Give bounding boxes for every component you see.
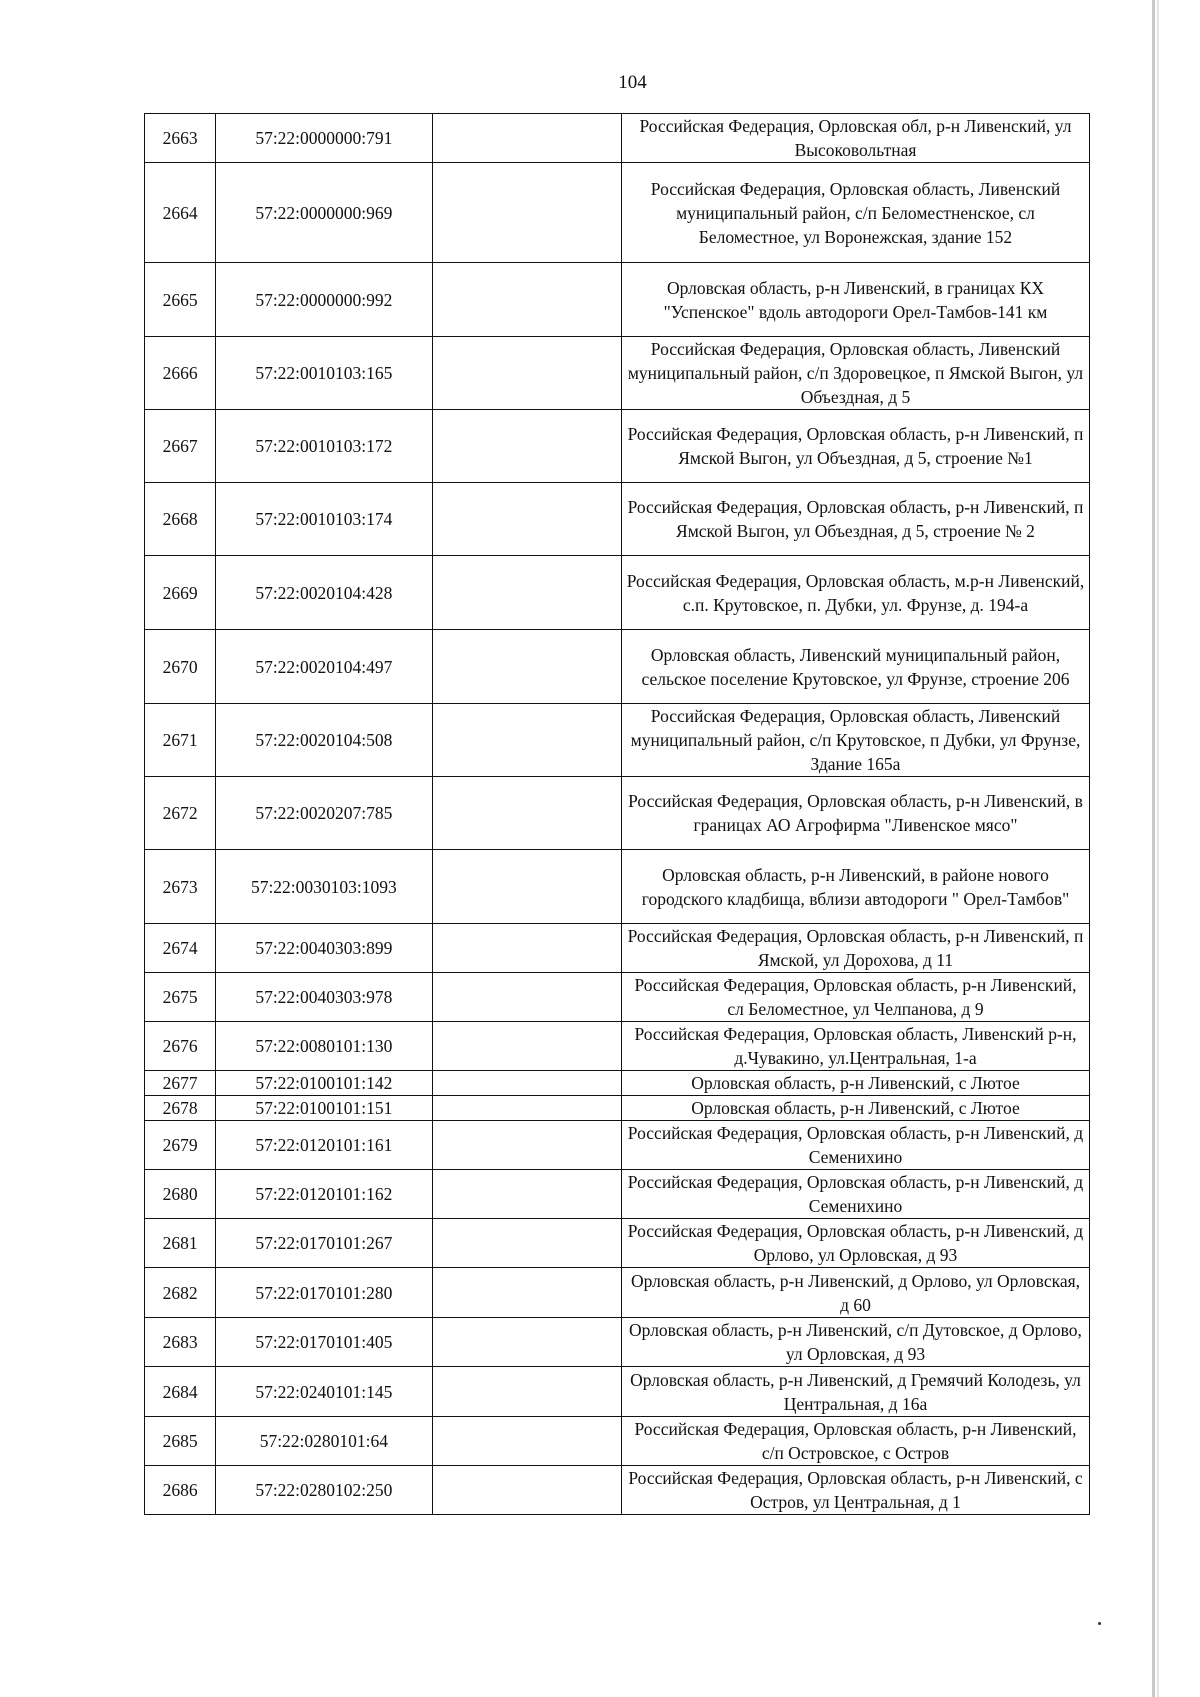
table-row	[145, 263, 1090, 337]
empty-cell	[432, 1170, 621, 1219]
empty-cell	[432, 973, 621, 1022]
empty-cell	[432, 163, 621, 263]
cadastral-number-cell: 57:22:0100101:151	[216, 1096, 432, 1121]
address-cell: Российская Федерация, Орловская область, р-н Ливенский, д Семенихино	[621, 1121, 1089, 1170]
row-number-cell: 2686	[145, 1466, 216, 1515]
address-cell: Российская Федерация, Орловская область, р-н Ливенский, д Семенихино	[621, 1170, 1089, 1219]
row-number-cell: 2675	[145, 973, 216, 1022]
address-cell: Орловская область, р-н Ливенский, в границах КХ "Успенское" вдоль автодороги Орел-Тамбов-141 км	[621, 263, 1089, 337]
empty-cell	[432, 704, 621, 777]
address-cell: Орловская область, р-н Ливенский, с Лютое	[621, 1096, 1089, 1121]
cadastral-number-cell: 57:22:0000000:992	[216, 263, 432, 337]
table-row	[145, 1071, 1090, 1096]
cadastral-number-cell: 57:22:0020104:428	[216, 556, 432, 630]
empty-cell	[432, 850, 621, 924]
empty-cell	[432, 1466, 621, 1515]
table-row	[145, 114, 1090, 163]
cadastral-number-cell: 57:22:0120101:162	[216, 1170, 432, 1219]
table-row	[145, 1268, 1090, 1318]
table-row	[145, 1096, 1090, 1121]
cadastral-number-cell: 57:22:0240101:145	[216, 1367, 432, 1417]
row-number-cell: 2680	[145, 1170, 216, 1219]
row-number-cell: 2682	[145, 1268, 216, 1318]
table-row	[145, 1219, 1090, 1268]
address-cell: Орловская область, р-н Ливенский, в районе нового городского кладбища, вблизи автодороги " Орел-Тамбов"	[621, 850, 1089, 924]
cadastral-number-cell: 57:22:0170101:267	[216, 1219, 432, 1268]
empty-cell	[432, 114, 621, 163]
row-number-cell: 2670	[145, 630, 216, 704]
address-cell: Российская Федерация, Орловская область, м.р-н Ливенский, с.п. Крутовское, п. Дубки, ул. Фрунзе, д. 194-а	[621, 556, 1089, 630]
address-cell: Российская Федерация, Орловская обл, р-н Ливенский, ул Высоковольтная	[621, 114, 1089, 163]
empty-cell	[432, 410, 621, 483]
cadastral-number-cell: 57:22:0010103:172	[216, 410, 432, 483]
table-row	[145, 1121, 1090, 1170]
address-cell: Российская Федерация, Орловская область, Ливенский муниципальный район, с/п Крутовское, п Дубки, ул Фрунзе, Здание 165а	[621, 704, 1089, 777]
empty-cell	[432, 1121, 621, 1170]
registry-table	[144, 113, 1090, 1515]
empty-cell	[432, 777, 621, 850]
address-cell: Орловская область, р-н Ливенский, с/п Дутовское, д Орлово, ул Орловская, д 93	[621, 1318, 1089, 1367]
empty-cell	[432, 1417, 621, 1466]
cadastral-number-cell: 57:22:0020207:785	[216, 777, 432, 850]
address-cell: Российская Федерация, Орловская область, Ливенский муниципальный район, с/п Здоровецкое, п Ямской Выгон, ул Объездная, д 5	[621, 337, 1089, 410]
table-row	[145, 924, 1090, 973]
cadastral-number-cell: 57:22:0040303:978	[216, 973, 432, 1022]
address-cell: Российская Федерация, Орловская область, р-н Ливенский, п Ямской, ул Дорохова, д 11	[621, 924, 1089, 973]
address-cell: Российская Федерация, Орловская область, р-н Ливенский, сл Беломестное, ул Челпанова, д 9	[621, 973, 1089, 1022]
empty-cell	[432, 924, 621, 973]
table-row	[145, 1318, 1090, 1367]
cadastral-number-cell: 57:22:0040303:899	[216, 924, 432, 973]
row-number-cell: 2683	[145, 1318, 216, 1367]
empty-cell	[432, 1022, 621, 1071]
table-row	[145, 1170, 1090, 1219]
scan-edge-line	[1152, 0, 1155, 1697]
address-cell: Российская Федерация, Орловская область, р-н Ливенский, д Орлово, ул Орловская, д 93	[621, 1219, 1089, 1268]
cadastral-number-cell: 57:22:0020104:497	[216, 630, 432, 704]
cadastral-number-cell: 57:22:0170101:280	[216, 1268, 432, 1318]
address-cell: Орловская область, р-н Ливенский, д Орлово, ул Орловская, д 60	[621, 1268, 1089, 1318]
address-cell: Орловская область, р-н Ливенский, д Гремячий Колодезь, ул Центральная, д 16а	[621, 1367, 1089, 1417]
empty-cell	[432, 1268, 621, 1318]
row-number-cell: 2664	[145, 163, 216, 263]
cadastral-number-cell: 57:22:0170101:405	[216, 1318, 432, 1367]
row-number-cell: 2668	[145, 483, 216, 556]
row-number-cell: 2684	[145, 1367, 216, 1417]
table-row	[145, 630, 1090, 704]
row-number-cell: 2681	[145, 1219, 216, 1268]
row-number-cell: 2674	[145, 924, 216, 973]
row-number-cell: 2673	[145, 850, 216, 924]
empty-cell	[432, 1318, 621, 1367]
address-cell: Российская Федерация, Орловская область, р-н Ливенский, в границах АО Агрофирма "Ливенское мясо"	[621, 777, 1089, 850]
empty-cell	[432, 337, 621, 410]
cadastral-number-cell: 57:22:0000000:791	[216, 114, 432, 163]
address-cell: Орловская область, Ливенский муниципальный район, сельское поселение Крутовское, ул Фрунзе, строение 206	[621, 630, 1089, 704]
row-number-cell: 2677	[145, 1071, 216, 1096]
row-number-cell: 2679	[145, 1121, 216, 1170]
scan-speck	[1098, 1622, 1101, 1625]
row-number-cell: 2671	[145, 704, 216, 777]
row-number-cell: 2685	[145, 1417, 216, 1466]
empty-cell	[432, 1367, 621, 1417]
cadastral-number-cell: 57:22:0030103:1093	[216, 850, 432, 924]
row-number-cell: 2669	[145, 556, 216, 630]
table-row	[145, 483, 1090, 556]
table-row	[145, 1417, 1090, 1466]
row-number-cell: 2663	[145, 114, 216, 163]
row-number-cell: 2667	[145, 410, 216, 483]
empty-cell	[432, 1096, 621, 1121]
address-cell: Орловская область, р-н Ливенский, с Лютое	[621, 1071, 1089, 1096]
table-row	[145, 704, 1090, 777]
table-row	[145, 1367, 1090, 1417]
table-row	[145, 1466, 1090, 1515]
row-number-cell: 2672	[145, 777, 216, 850]
cadastral-number-cell: 57:22:0010103:165	[216, 337, 432, 410]
table-row	[145, 850, 1090, 924]
cadastral-number-cell: 57:22:0120101:161	[216, 1121, 432, 1170]
empty-cell	[432, 630, 621, 704]
table-row	[145, 556, 1090, 630]
row-number-cell: 2665	[145, 263, 216, 337]
table-row	[145, 337, 1090, 410]
address-cell: Российская Федерация, Орловская область, р-н Ливенский, с Остров, ул Центральная, д 1	[621, 1466, 1089, 1515]
cadastral-number-cell: 57:22:0020104:508	[216, 704, 432, 777]
address-cell: Российская Федерация, Орловская область, р-н Ливенский, п Ямской Выгон, ул Объездная, д 5, строение №1	[621, 410, 1089, 483]
empty-cell	[432, 556, 621, 630]
address-cell: Российская Федерация, Орловская область, Ливенский р-н, д.Чувакино, ул.Центральная, 1-а	[621, 1022, 1089, 1071]
row-number-cell: 2676	[145, 1022, 216, 1071]
table-row	[145, 410, 1090, 483]
table-row	[145, 973, 1090, 1022]
cadastral-number-cell: 57:22:0100101:142	[216, 1071, 432, 1096]
row-number-cell: 2666	[145, 337, 216, 410]
page-number: 104	[618, 72, 647, 93]
cadastral-number-cell: 57:22:0080101:130	[216, 1022, 432, 1071]
table-row	[145, 163, 1090, 263]
address-cell: Российская Федерация, Орловская область, Ливенский муниципальный район, с/п Беломестненское, сл Беломестное, ул Воронежская, здание 152	[621, 163, 1089, 263]
cadastral-number-cell: 57:22:0010103:174	[216, 483, 432, 556]
registry-table-body	[145, 114, 1090, 1515]
address-cell: Российская Федерация, Орловская область, р-н Ливенский, с/п Островское, с Остров	[621, 1417, 1089, 1466]
scan-edge-line-shadow	[1157, 0, 1159, 1697]
empty-cell	[432, 263, 621, 337]
empty-cell	[432, 483, 621, 556]
cadastral-number-cell: 57:22:0280101:64	[216, 1417, 432, 1466]
address-cell: Российская Федерация, Орловская область, р-н Ливенский, п Ямской Выгон, ул Объездная, д 5, строение № 2	[621, 483, 1089, 556]
table-row	[145, 1022, 1090, 1071]
row-number-cell: 2678	[145, 1096, 216, 1121]
table-row	[145, 777, 1090, 850]
empty-cell	[432, 1071, 621, 1096]
empty-cell	[432, 1219, 621, 1268]
cadastral-number-cell: 57:22:0280102:250	[216, 1466, 432, 1515]
cadastral-number-cell: 57:22:0000000:969	[216, 163, 432, 263]
